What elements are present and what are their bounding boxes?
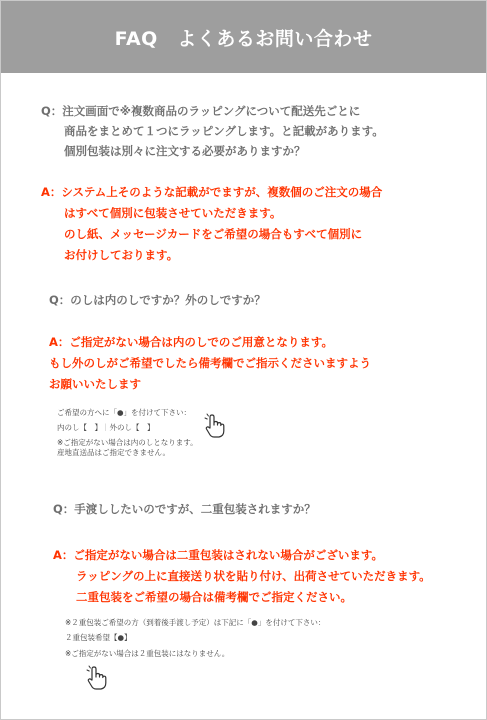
faq2-answer: A：ご指定がない場合は内のしでのご用意となります。 もし外のしがご希望でしたら備考欄でご指示くださいますよう お願いいたします (49, 335, 371, 391)
faq1-answer: A：システム上そのような記載がでますが、複数個のご注文の場合 はすべて個別に包装させていただきます。 のし紙、メッセージカードをご希望の場合もすべて個別に お付けしております。 (41, 185, 383, 262)
faq3-note-caution: ※ご指定がない場合は２重包装にはなりません。 (65, 649, 230, 658)
inner-noshi-option: 内のし【 】 (57, 423, 102, 432)
option-separator: ｜ (102, 423, 110, 432)
pointing-hand-icon (203, 413, 227, 439)
pointing-hand-icon (85, 665, 109, 691)
faq3-note-choice: ２重包装希望【●】 (65, 633, 132, 642)
faq3-question: Q：手渡ししたいのですが、二重包装されますか？ (53, 502, 316, 516)
faq3-answer: A：ご指定がない場合は二重包装はされない場合がございます。 ラッピングの上に直接送り状を貼り付け、出荷させていただきます。 二重包装をご希望の場合は備考欄でご指定ください。 (53, 548, 431, 604)
faq1-question: Q：注文画面で※複数商品のラッピングについて配送先ごとに 商品をまとめて１つにラッピングします。と記載があります。 個別包装は別々に注文する必要がありますか？ (41, 104, 384, 158)
faq3-note-instruction: ※２重包装ご希望の方（到着後手渡し予定）は下記に「●」を付けて下さい： (65, 618, 326, 627)
page-title: FAQ よくあるお問い合わせ (114, 27, 373, 50)
faq2-question: Q：のしは内のしですか？外のしですか？ (49, 293, 266, 307)
faq2-note-caution: ※ご指定がない場合は内のしとなります。 産地直送品はご指定できません。 (57, 438, 198, 457)
outer-noshi-option: 外のし【 】 (109, 423, 155, 432)
page-header (1, 1, 486, 73)
faq2-note-options (57, 423, 155, 433)
faq2-note-instruction: ご希望の方へに「●」を付けて下さい： (57, 408, 192, 417)
